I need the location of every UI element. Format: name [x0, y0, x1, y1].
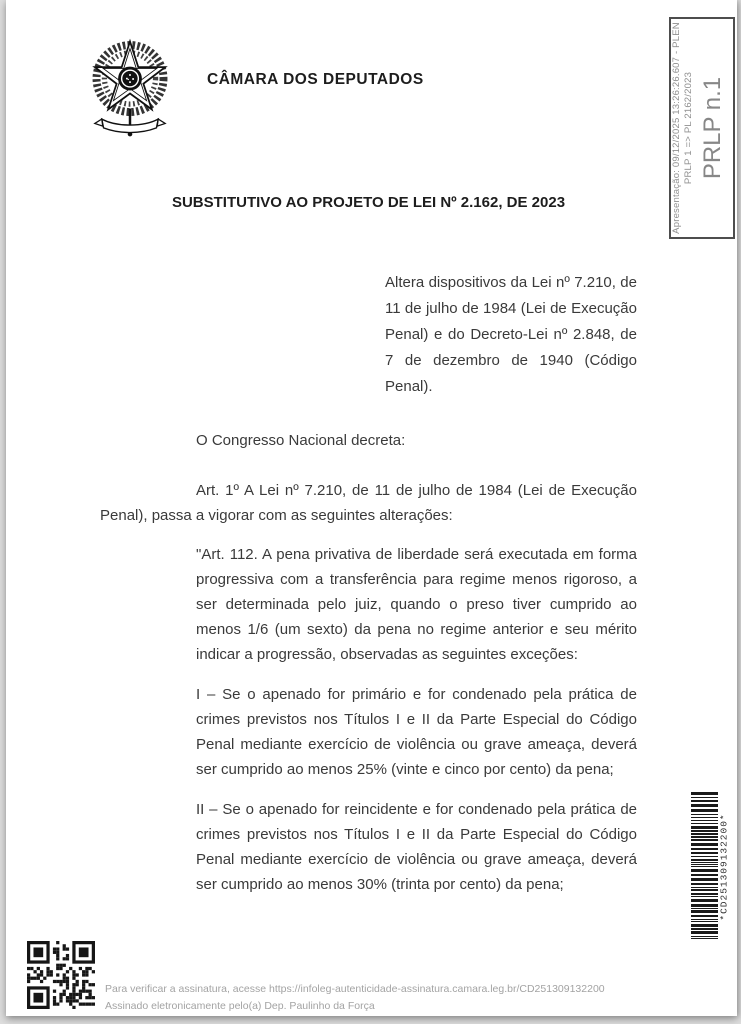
document-barcode: [691, 792, 736, 942]
signature-signer-line: Assinado eletronicamente pelo(a) Dep. Paulinho da Força: [105, 1000, 375, 1012]
qr-code-icon: [27, 941, 95, 1009]
quoted-item-1: I – Se o apenado for primário e for condenado pela prática de crimes previstos nos Títulos I e II da Parte Especial do Código Penal mediante exercício de violência ou grave ameaça, deverá ser cumprido ao menos 25% (vinte e cinco por cento) da pena;: [196, 686, 637, 778]
stamp-presentation-line: Apresentação: 09/12/2025 13:26:26.607 - PLEN: [671, 22, 682, 234]
document-title: SUBSTITUTIVO AO PROJETO DE LEI Nº 2.162, DE 2023: [171, 194, 566, 211]
quoted-article-112: "Art. 112. A pena privativa de liberdade será executada em forma progressiva com a transferência para regime menos rigoroso, a ser determinada pelo juiz, quando o preso tiver cumprido ao menos 1/6 (um sexto) da pena no regime anterior e seu mérito indicar a progressão, observadas as seguintes exceções:: [196, 546, 637, 663]
enacting-clause: O Congresso Nacional decreta:: [196, 432, 406, 449]
document-body: [100, 192, 637, 897]
barcode-icon: [691, 792, 718, 942]
quoted-item-2: II – Se o apenado for reincidente e for condenado pela prática de crimes previstos nos Títulos I e II da Parte Especial do Código Penal mediante exercício de violência ou grave ameaça, deverá ser cumprido ao menos 30% (trinta por cento) da pena;: [196, 801, 637, 893]
presentation-stamp: [669, 17, 735, 239]
document-page: [6, 0, 737, 1016]
stamp-reference-line: PRLP 1 => PL 2162/2023: [683, 71, 694, 185]
organization-name: CÂMARA DOS DEPUTADOS: [207, 71, 424, 88]
presentation-stamp-text: [671, 19, 733, 237]
brazil-coat-of-arms-icon: [85, 38, 175, 142]
stamp-document-number: PRLP n.1: [699, 76, 726, 180]
article-1-paragraph: Art. 1º A Lei nº 7.210, de 11 de julho de 1984 (Lei de Execução Penal), passa a vigorar com as seguintes alterações:: [100, 482, 637, 524]
signature-footer: [105, 981, 605, 1015]
ementa-paragraph: Altera dispositivos da Lei nº 7.210, de 11 de julho de 1984 (Lei de Execução Penal) e do Decreto-Lei nº 2.848, de 7 de dezembro de 1940 (Código Penal).: [385, 274, 637, 395]
signature-verification-line: Para verificar a assinatura, acesse https://infoleg-autenticidade-assinatura.camara.leg.br/CD251309132200: [105, 983, 605, 995]
barcode-label: *CD251309132200*: [718, 813, 730, 921]
